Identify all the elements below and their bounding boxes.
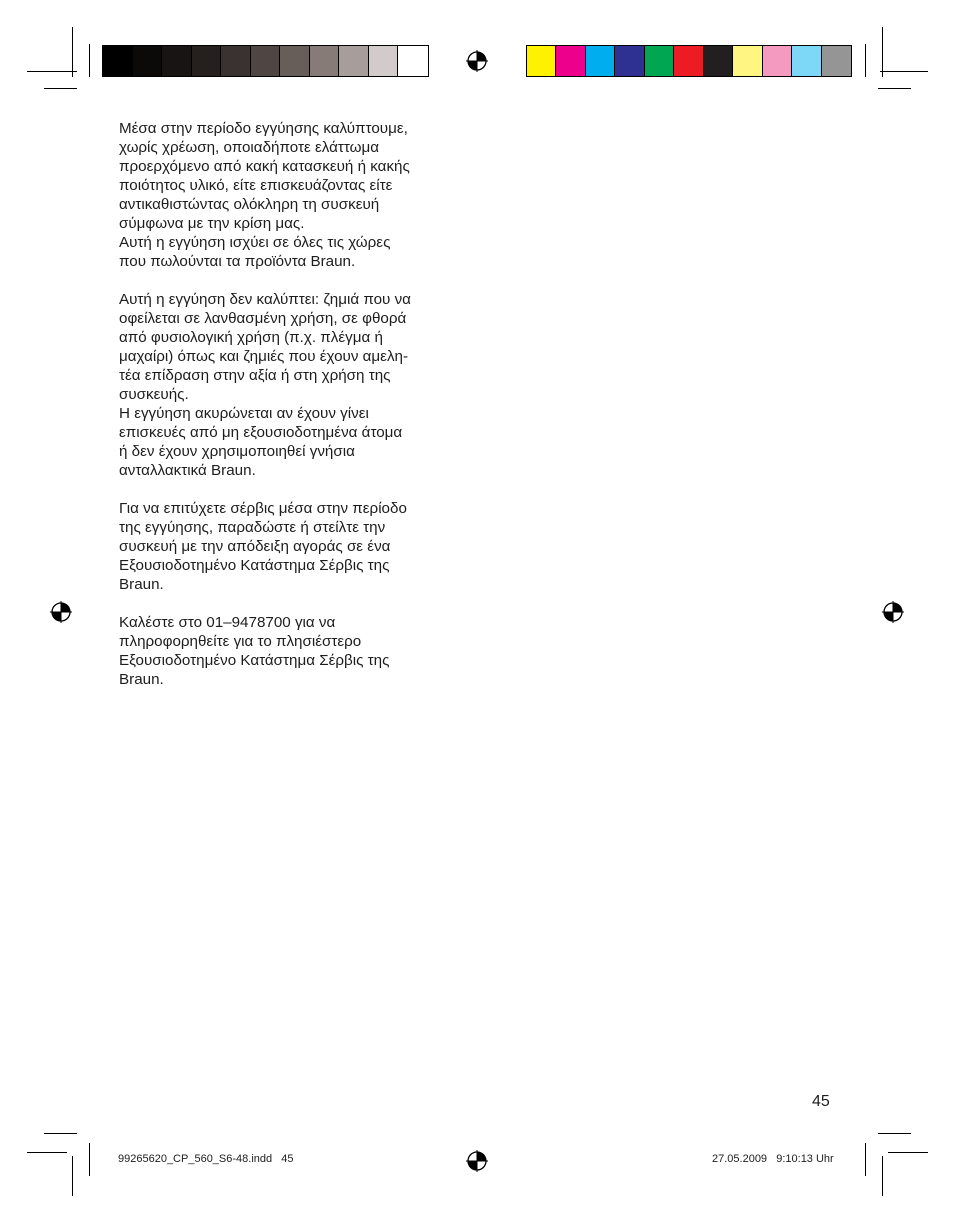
process-color-swatch (763, 46, 792, 76)
crop-mark-top-right-vertical (882, 27, 883, 77)
slug-timestamp: 27.05.2009 9:10:13 Uhr (712, 1153, 834, 1165)
grayscale-swatch (221, 46, 251, 76)
warranty-service-paragraph: Για να επιτύχετε σέρβις μέσα στην περίοδο της εγγύησης, παραδώστε ή στείλτε την συσκευή με την απόδειξη αγοράς σε ένα Εξουσιοδοτημένο Κατάστημα Σέρβις της Braun. (119, 500, 407, 593)
grayscale-swatch (192, 46, 222, 76)
page-number: 45 (812, 1093, 830, 1110)
warranty-exclusions-paragraph: Αυτή η εγγύηση δεν καλύπτει: ζημιά που να οφείλεται σε λανθασμένη χρήση, σε φθορά από φυσιολογική χρήση (π.χ. πλέγμα ή μαχαίρι) όπως και ζημιές που έχουν αμελη- τέα επίδραση στην αξία ή στη χρήση της συσκευής. Η εγγύηση ακυρώνεται αν έχουν γίνει επισκευές από μη εξουσιοδοτημένα άτομα ή δεν έχουν χρησιμοποιηθεί γνήσια ανταλλακτικά Braun. (119, 291, 411, 479)
crop-mark-top-left-vertical (72, 27, 73, 77)
grayscale-color-bar (102, 45, 429, 77)
crop-mark-top-right-horizontal-inner (878, 88, 911, 89)
process-color-swatch (733, 46, 762, 76)
crop-mark-top-left-horizontal (27, 71, 77, 72)
process-color-swatch (645, 46, 674, 76)
crop-mark-top-left-vertical-inner (89, 44, 90, 77)
warranty-text-column (119, 119, 479, 708)
process-color-swatch (586, 46, 615, 76)
grayscale-swatch (251, 46, 281, 76)
grayscale-swatch (369, 46, 399, 76)
crop-mark-bottom-left-vertical (72, 1156, 73, 1196)
registration-mark-icon (882, 601, 904, 623)
registration-mark-icon (50, 601, 72, 623)
warranty-contact-paragraph: Καλέστε στο 01–9478700 για να πληροφορηθείτε για το πλησιέστερο Εξουσιοδοτημένο Κατάστημα Σέρβις της Braun. (119, 614, 390, 688)
grayscale-swatch (103, 46, 133, 76)
crop-mark-top-right-horizontal (880, 71, 928, 72)
grayscale-swatch (310, 46, 340, 76)
process-color-swatch (822, 46, 851, 76)
crop-mark-bottom-right-vertical-inner (865, 1143, 866, 1176)
grayscale-swatch (339, 46, 369, 76)
warranty-paragraph: Μέσα στην περίοδο εγγύησης καλύπτουμε, χωρίς χρέωση, οποιαδήποτε ελάττωμα προερχόμενο από κακή κατασκευή ή κακής ποιότητος υλικό, είτε επισκευάζοντας είτε αντικαθιστώντας ολόκληρη τη συσκευή σύμφωνα με την κρίση μας. Αυτή η εγγύηση ισχύει σε όλες τις χώρες που πωλούνται τα προϊόντα Braun. (119, 120, 410, 270)
registration-mark-icon (466, 1150, 488, 1172)
slug-file-name: 99265620_CP_560_S6-48.indd 45 (118, 1153, 294, 1165)
grayscale-swatch (280, 46, 310, 76)
process-color-swatch (704, 46, 733, 76)
process-color-swatch (556, 46, 585, 76)
process-color-swatch (792, 46, 821, 76)
process-color-swatch (674, 46, 703, 76)
registration-mark-icon (466, 50, 488, 72)
grayscale-swatch (398, 46, 428, 76)
process-color-swatch (527, 46, 556, 76)
crop-mark-top-right-vertical-inner (865, 44, 866, 77)
crop-mark-bottom-right-vertical (882, 1156, 883, 1196)
crop-mark-bottom-left-vertical-inner (89, 1143, 90, 1176)
grayscale-swatch (162, 46, 192, 76)
grayscale-swatch (133, 46, 163, 76)
crop-mark-bottom-right-horizontal-inner (888, 1152, 928, 1153)
crop-mark-bottom-right-horizontal (878, 1133, 911, 1134)
crop-mark-bottom-left-horizontal (44, 1133, 77, 1134)
crop-mark-bottom-left-horizontal-inner (27, 1152, 67, 1153)
process-color-swatch (615, 46, 644, 76)
crop-mark-top-left-horizontal-inner (44, 88, 77, 89)
process-color-bar (526, 45, 852, 77)
